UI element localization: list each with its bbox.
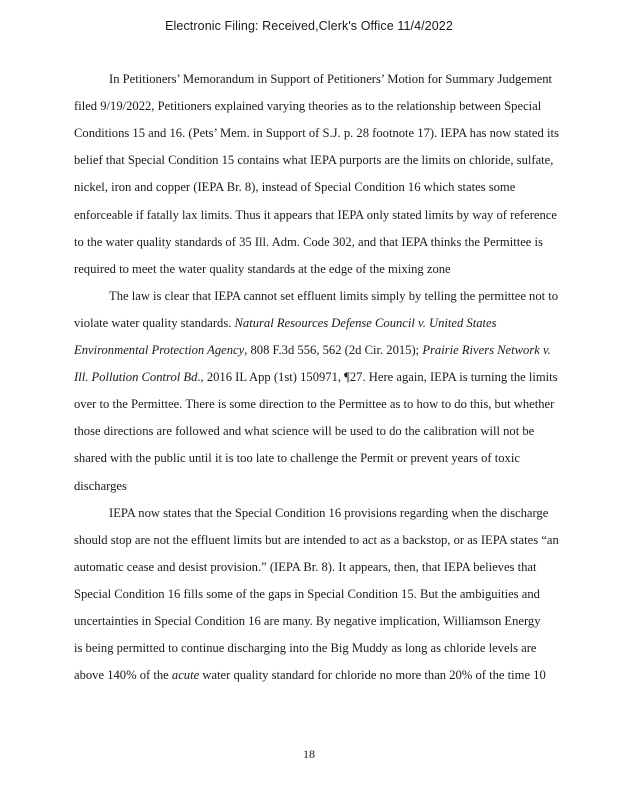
text-run: those directions are followed and what science will be used to do the calibration will not be: [74, 424, 535, 438]
text-line: [74, 586, 540, 602]
text-line: [74, 369, 558, 385]
text-run: required to meet the water quality standards at the edge of the mixing zone: [74, 262, 451, 276]
text-run: discharges: [74, 479, 127, 493]
text-line: [74, 152, 553, 168]
text-run: is being permitted to continue discharging into the Big Muddy as long as chloride levels are: [74, 641, 537, 655]
text-run: ., 2016 IL App (1st) 150971, ¶27. Here again, IEPA is turning the limits: [197, 370, 558, 384]
text-line: [74, 179, 515, 195]
text-line: [74, 532, 559, 548]
italic-text: Environmental Protection Agency: [74, 343, 245, 357]
text-run: shared with the public until it is too late to challenge the Permit or prevent years of toxic: [74, 451, 520, 465]
efiling-header: Electronic Filing: Received,Clerk's Office 11/4/2022: [165, 19, 453, 33]
text-run: The law is clear that IEPA cannot set effluent limits simply by telling the permittee not to: [109, 289, 559, 303]
text-run: violate water quality standards.: [74, 316, 235, 330]
text-run: nickel, iron and copper (IEPA Br. 8), instead of Special Condition 16 which states some: [74, 180, 516, 194]
text-run: water quality standard for chloride no more than 20% of the time 10: [199, 668, 546, 682]
text-run: over to the Permittee. There is some direction to the Permittee as to how to do this, but whether: [74, 397, 555, 411]
text-line: [74, 125, 559, 141]
text-run: In Petitioners’ Memorandum in Support of Petitioners’ Motion for Summary Judgement: [109, 72, 553, 86]
text-line: [74, 423, 534, 439]
text-run: Special Condition 16 fills some of the gaps in Special Condition 15. But the ambiguities and: [74, 587, 540, 601]
text-line: [74, 613, 541, 629]
text-run: belief that Special Condition 15 contains what IEPA purports are the limits on chloride, sulfate,: [74, 153, 554, 167]
text-run: automatic cease and desist provision.” (IEPA Br. 8). It appears, then, that IEPA believes that: [74, 560, 537, 574]
text-run: IEPA now states that the Special Condition 16 provisions regarding when the discharge: [109, 506, 549, 520]
text-line: [74, 478, 127, 494]
italic-text: Natural Resources Defense Council v. United States: [234, 316, 497, 330]
text-line: [74, 559, 537, 575]
italic-text: Ill. Pollution Control Bd: [74, 370, 198, 384]
text-line: [74, 234, 543, 250]
text-run: above 140% of the: [74, 668, 172, 682]
text-line: [109, 71, 552, 87]
text-line: [74, 315, 497, 331]
text-run: Conditions 15 and 16. (Pets’ Mem. in Support of S.J. p. 28 footnote 17). IEPA has now stated its: [74, 126, 559, 140]
text-line: [74, 396, 554, 412]
text-run: should stop are not the effluent limits but are intended to act as a backstop, or as IEPA states “an: [74, 533, 559, 547]
text-line: [74, 98, 541, 114]
text-line: [74, 261, 451, 277]
text-line: [74, 640, 537, 656]
text-run: filed 9/19/2022, Petitioners explained varying theories as to the relationship between Special: [74, 99, 542, 113]
text-run: to the water quality standards of 35 Ill. Adm. Code 302, and that IEPA thinks the Permittee is: [74, 235, 543, 249]
text-line: [74, 207, 557, 223]
text-line: [109, 288, 558, 304]
italic-text: Prairie Rivers Network v.: [422, 343, 551, 357]
text-line: [74, 342, 551, 358]
text-run: enforceable if fatally lax limits. Thus it appears that IEPA only stated limits by way of reference: [74, 208, 557, 222]
text-line: [109, 505, 548, 521]
text-run: uncertainties in Special Condition 16 are many. By negative implication, Williamson Energy: [74, 614, 541, 628]
page-number: 18: [303, 747, 315, 761]
text-line: [74, 450, 520, 466]
text-line: [74, 667, 546, 683]
italic-text: acute: [171, 668, 200, 682]
text-run: , 808 F.3d 556, 562 (2d Cir. 2015);: [244, 343, 423, 357]
